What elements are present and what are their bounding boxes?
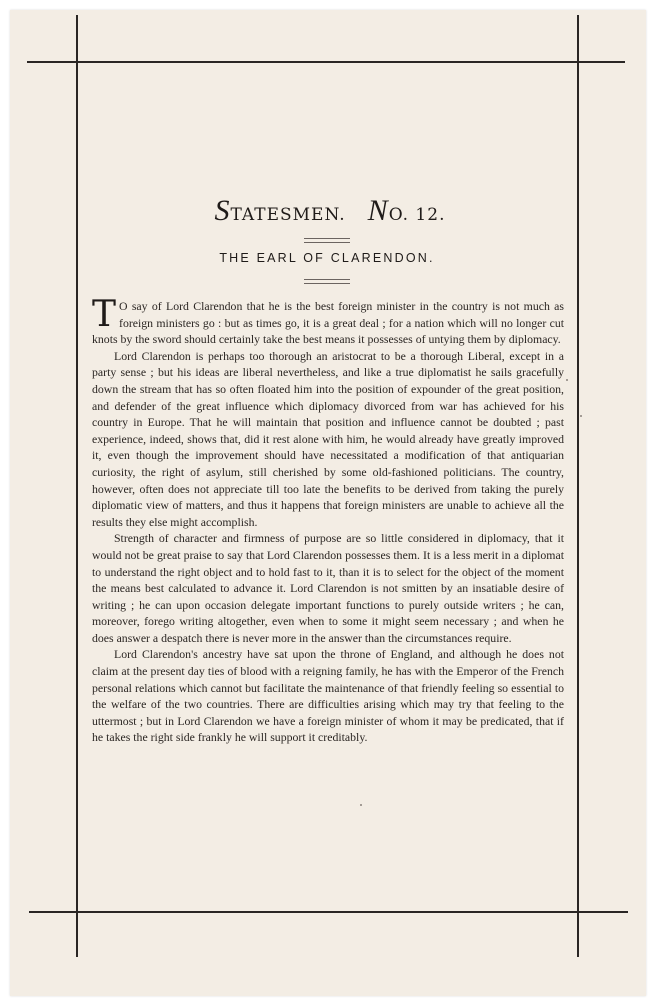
paragraph-1-text: O say of Lord Clarendon that he is the best foreign minister in the country is not much as foreign ministers go : but as times go, it is a great deal ; for a nation which will no longer cut knots by the sword should certainly take the best means it possesses of untying them by diplomacy.	[92, 299, 564, 347]
series-number: O. 12.	[388, 205, 446, 225]
paper-speck	[580, 415, 582, 417]
border-rule-left	[76, 15, 78, 957]
paper-speck	[360, 804, 362, 806]
paragraph-1	[92, 294, 564, 348]
paragraph-4: Lord Clarendon's ancestry have sat upon the throne of England, and although he does not claim at the present day ties of blood with a reigning family, he has with the Emperor of the French personal relations which cannot but facilitate the maintenance of that friendly feeling so essential to the welfare of the two countries. There are difficulties arising which may try that feeling to the uttermost ; but in Lord Clarendon we have a foreign minister of whom it may be predicated, that if he takes the right side frankly he will support it creditably.	[92, 647, 564, 745]
ornament-rule-lower	[304, 279, 350, 284]
paragraph-3: Strength of character and firmness of purpose are so little considered in diplomacy, that it would not be great praise to say that Lord Clarendon possesses them. It is a less merit in a diplomat to understand the right object and to hold fast to it, than it is to select for the object of the moment the means best calculated to advance it. Lord Clarendon is not smitten by an insatiable desire of writing ; he can upon occasion delegate important functions to purely outside writers ; he can, moreover, forego writing altogether, even when to some it might seem necessary ; and when he does answer a despatch there is never more in the answer than the circumstances require.	[92, 531, 564, 645]
series-heading	[150, 194, 510, 228]
series-word: TATESMEN.	[230, 205, 346, 225]
article-title: THE EARL OF CLARENDON.	[219, 251, 435, 265]
paper-speck	[566, 379, 568, 381]
ornament-rule-upper	[304, 238, 350, 243]
border-rule-right	[577, 15, 579, 957]
series-initial-s: S	[214, 194, 231, 227]
border-rule-bottom	[29, 911, 628, 913]
paragraph-2: Lord Clarendon is perhaps too thorough an aristocrat to be a thorough Liberal, except in a party sense ; but his ideas are liberal nevertheless, and like a true diplomatist he sails gracefully down the stream that has so often floated him into the position of expounder of the great position, and defender of the great influence which diplomacy divorced from war has achieved for his country in Europe. That he will maintain that position and influence cannot be doubted ; past experience, indeed, shows that, did it rest alone with him, he would already have greatly improved it, even though the improvement should have necessitated a modification of that antiquarian curiosity, the right of asylum, still cherished by some old-fashioned politicians. The country, however, often does not appreciate till too late the benefits to be derived from taking the purely diplomatic view of matters, and thus it happens that foreign ministers are unable to achieve all the results they else might accomplish.	[92, 348, 564, 529]
drop-cap: T	[92, 294, 117, 335]
border-rule-top	[27, 61, 625, 63]
series-initial-n: N	[367, 194, 389, 227]
article-body	[92, 294, 564, 746]
